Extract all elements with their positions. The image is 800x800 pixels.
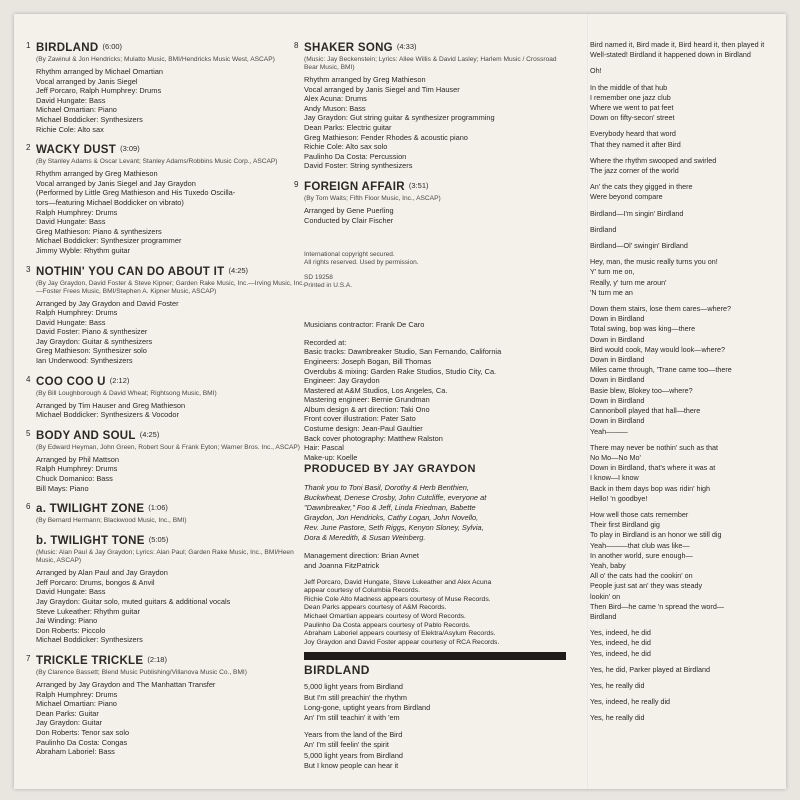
credit-line: Greg Mathieson: Synthesizer solo — [36, 346, 147, 356]
track-credits — [304, 75, 562, 171]
thanks-line: Graydon, Jon Hendricks, Cathy Logan, John Novello, — [304, 513, 479, 523]
lyric-line: People just sat an' they was steady — [590, 581, 703, 591]
credit-line: Don Roberts: Tenor sax solo — [36, 727, 130, 737]
liner-notes-page — [14, 14, 786, 789]
track-title: FOREIGN AFFAIR — [304, 180, 405, 193]
track-list-middle — [294, 38, 562, 225]
lyric-line: Down in Birdland, that's where it was at — [590, 463, 716, 473]
lyric-line: Yes, indeed, he did — [590, 628, 651, 638]
divider-bar — [304, 652, 566, 660]
track-heading — [304, 177, 562, 195]
courtesy-line: Dean Parks appears courtesy of A&M Records. — [304, 604, 447, 612]
lyric-line: 'N turn me an — [590, 287, 633, 297]
copyright-line: International copyright secured. — [304, 251, 395, 259]
lyric-line: To play in Birdland is an honor we still dig — [590, 530, 722, 540]
credit-line: Michael Boddicker: Synthesizers & Vocodor — [36, 410, 179, 420]
lyric-line: How well those cats remember — [590, 509, 689, 519]
track-heading — [36, 140, 306, 158]
lyric-line: Down in Birdland — [590, 334, 645, 344]
lyric-line: 5,000 light years from Birdland — [304, 750, 403, 760]
lyric-line: Down in Birdland — [590, 355, 645, 365]
recording-credit-line: Engineer: Jay Graydon — [304, 376, 380, 386]
lyric-line: There may never be nothin' such as that — [590, 442, 719, 452]
credit-line: Alex Acuna: Drums — [304, 94, 367, 104]
track-number: 1 — [26, 41, 31, 50]
credit-line: David Hungate: Bass — [36, 587, 106, 597]
lyric-line: Birdland—I'm singin' Birdland — [590, 208, 684, 218]
recording-credit-line: Mastered at A&M Studios, Los Angeles, Ca. — [304, 385, 448, 395]
track-duration: (4:33) — [396, 42, 417, 51]
credit-line: Paulinho Da Costa: Percussion — [304, 151, 407, 161]
track-credits — [36, 169, 306, 255]
track-number: 5 — [26, 428, 31, 438]
thanks-block — [304, 483, 562, 543]
credit-line: Vocal arranged by Janis Siegel and Jay Graydon — [36, 178, 196, 188]
copyright-line: SD 19258 — [304, 274, 333, 282]
track-duration: (2:18) — [147, 654, 167, 664]
track-entry — [26, 372, 306, 420]
track-number: 4 — [26, 374, 31, 384]
page-fold — [587, 14, 589, 789]
thanks-line: Thank you to Toni Basil, Dorothy & Herb Benthien, — [304, 483, 469, 493]
track-list-left — [26, 38, 306, 763]
credit-line: Dean Parks: Guitar — [36, 708, 99, 718]
track-publisher: (By Bill Loughborough & David Wheat; Rightsong Music, BMI) — [36, 389, 217, 397]
credit-line: Chuck Domanico: Bass — [36, 474, 113, 484]
credit-line: David Foster: String synthesizers — [304, 161, 413, 171]
track-heading — [36, 426, 306, 444]
track-heading — [36, 372, 306, 390]
credit-line: Steve Lukeather: Rhythm guitar — [36, 606, 140, 616]
track-title: NOTHIN' YOU CAN DO ABOUT IT — [36, 265, 225, 278]
lyric-line: Miles came through, 'Trane came too—there — [590, 365, 732, 375]
lyric-line: I remember one jazz club — [590, 92, 671, 102]
credit-line: Arranged by Jay Graydon and The Manhattan Transfer — [36, 679, 216, 689]
track-publisher: (By Stanley Adams & Oscar Levant; Stanley Adams/Robbins Music Corp., ASCAP) — [36, 158, 278, 166]
label-courtesy-block — [304, 579, 562, 648]
track-publisher: (By Zawinul & Jon Hendricks; Mulatto Music, BMI/Hendricks Music West, ASCAP) — [36, 56, 275, 63]
track-duration: (4:25) — [139, 429, 160, 439]
credit-line: Jay Graydon: Guitar solo, muted guitars & additional vocals — [36, 597, 231, 606]
lyric-line: Their first Birdland gig — [590, 520, 660, 530]
track-entry — [26, 499, 306, 525]
credit-line: David Foster: Piano & synthesizer — [36, 327, 148, 337]
track-heading — [304, 38, 562, 56]
lyric-line: 5,000 light years from Birdland — [304, 682, 403, 692]
track-credits — [36, 299, 306, 366]
track-heading — [36, 38, 306, 56]
track-duration: (1:06) — [148, 503, 168, 513]
lyric-line: But I'm still preachin' the rhythm — [304, 692, 407, 702]
recording-credit-line: Costume design: Jean-Paul Gaultier — [304, 424, 423, 434]
track-heading — [36, 262, 306, 280]
credit-line: Arranged by Phil Mattson — [36, 454, 119, 464]
credit-line: (Performed by Little Greg Mathieson and His Tuxedo Oscilla- — [36, 188, 236, 198]
lyric-line: Yes, he did, Parker played at Birdland — [590, 664, 710, 674]
credit-line: David Hungate: Bass — [36, 95, 106, 105]
credit-line: Vocal arranged by Janis Siegel and Tim Hauser — [304, 84, 460, 94]
lyric-line: Down in Birdland — [590, 395, 645, 405]
credit-line: Michael Omartian: Piano — [36, 105, 117, 115]
track-credits — [36, 680, 306, 757]
credits-middle — [294, 38, 562, 771]
credit-line: Rhythm arranged by Greg Mathieson — [304, 75, 426, 84]
credit-line: Michael Boddicker: Synthesizer programmer — [36, 236, 182, 246]
credit-line: Michael Boddicker: Synthesizers — [36, 635, 143, 645]
copyright-line: Printed in U.S.A. — [304, 282, 353, 290]
lyric-line: Down in Birdland — [590, 314, 645, 324]
lyric-line: Yeah———that club was like— — [590, 540, 690, 550]
recording-credit-line: Hair: Pascal — [304, 443, 344, 453]
courtesy-line: appear courtesy of Columbia Records. — [304, 587, 420, 595]
credit-line: Vocal arranged by Janis Siegel — [36, 76, 138, 86]
lyric-line: Then Bird—he came 'n spread the word— — [590, 601, 725, 611]
lyric-line: Yes, he really did — [590, 713, 645, 723]
line-gap — [304, 267, 562, 274]
lyric-line: I know—I know — [590, 473, 639, 483]
track-publisher: (By Edward Heyman, John Green, Robert Sour & Frank Eyton; Warner Bros. Inc., ASCAP) — [36, 443, 300, 451]
track-duration: (4:25) — [228, 265, 249, 275]
lyric-line: In the middle of that hub — [590, 82, 668, 92]
lyric-line: Cannonboll played that hall—there — [590, 406, 701, 416]
credit-line: Jay Graydon: Guitar & synthesizers — [36, 336, 153, 346]
credit-line: Rhythm arranged by Michael Omartian — [36, 67, 163, 76]
track-title: COO COO U — [36, 375, 106, 388]
track-credits — [36, 401, 306, 420]
courtesy-line: Paulinho Da Costa appears courtesy of Pablo Records. — [304, 621, 471, 629]
track-publisher: (By Clarence Bassett; Blend Music Publishing/Villanova Music Co., BMI) — [36, 668, 247, 676]
lyric-line: Down on fifty-secon' street — [590, 113, 675, 123]
credit-line: Ralph Humphrey: Drums — [36, 308, 118, 318]
credit-line: Jay Graydon: Guitar — [36, 718, 103, 728]
recording-credit-line: Album design & art direction: Taki Ono — [304, 404, 430, 414]
lyric-line: Hey, man, the music really turns you on! — [590, 257, 718, 267]
track-title: TRICKLE TRICKLE — [36, 654, 144, 667]
copyright-line: All rights reserved. Used by permission. — [304, 259, 419, 267]
credit-line: Ralph Humphrey: Drums — [36, 207, 118, 217]
track-entry — [26, 262, 306, 366]
lyric-line: Down in Birdland — [590, 416, 645, 426]
courtesy-line: Abraham Laboriel appears courtesy of Elektra/Asylum Records. — [304, 630, 496, 638]
lyric-line: Yes, indeed, he did — [590, 648, 651, 658]
track-duration: (3:09) — [120, 144, 140, 154]
courtesy-line: Richie Cole Alto Madness appears courtesy of Muse Records. — [304, 595, 491, 603]
thanks-line: "Dawnbreaker," Foo & Jeff, Linda Friedman, Babette — [304, 503, 476, 513]
credit-line: Richie Cole: Alto sax — [36, 124, 104, 134]
lyric-line: Birdland — [590, 224, 617, 234]
lyric-line: The jazz corner of the world — [590, 166, 679, 176]
credit-line: Ralph Humphrey: Drums — [36, 464, 118, 474]
track-number: 2 — [26, 143, 31, 153]
credit-line: Ralph Humphrey: Drums — [36, 689, 118, 699]
courtesy-line: Jeff Porcaro, David Hungate, Steve Lukeather and Alex Acuna — [304, 578, 492, 586]
lyric-line: An' I'm still teachin' it with 'em — [304, 712, 400, 722]
lyric-line: Bird would cook, May would look—where? — [590, 344, 726, 354]
credit-line: Andy Muson: Bass — [304, 103, 366, 113]
lyric-line: Basie blew, Blokey too—where? — [590, 385, 693, 395]
credit-line: Dean Parks: Electric guitar — [304, 122, 392, 132]
lyric-line: Bird named it, Bird made it, Bird heard it, then played it — [590, 40, 765, 49]
management-line: Management direction: Brian Avnet — [304, 551, 419, 561]
track-duration: (3:51) — [408, 180, 429, 190]
lyric-line: Yes, indeed, he really did — [590, 697, 671, 707]
track-title: BIRDLAND — [36, 42, 99, 54]
lyric-line: An' I'm still feelin' the spirit — [304, 740, 389, 750]
copyright-block — [304, 251, 562, 290]
track-title: BODY AND SOUL — [36, 429, 136, 442]
credit-line: Bill Mays: Piano — [36, 483, 89, 493]
line-gap — [304, 723, 562, 730]
track-entry — [36, 531, 306, 645]
credit-line: tors—featuring Michael Boddicker on vibrato) — [36, 197, 184, 207]
track-credits — [36, 455, 306, 493]
track-number: 7 — [26, 653, 31, 663]
track-title: SHAKER SONG — [304, 42, 393, 54]
lyric-line: Really, y' turn me aroun' — [590, 277, 667, 287]
credit-line: Greg Mathieson: Piano & synthesizers — [36, 226, 162, 236]
recording-credit-line: Basic tracks: Dawnbreaker Studio, San Fernando, California — [304, 347, 502, 357]
track-entry — [26, 426, 306, 493]
track-publisher: (Music: Alan Paul & Jay Graydon; Lyrics: Alan Paul; Garden Rake Music, Inc., BMI/Heen Music, ASCAP) — [36, 549, 294, 565]
lyric-line: Long-gone, uptight years from Birdland — [304, 702, 431, 712]
credit-line: Richie Cole: Alto sax solo — [304, 142, 388, 152]
track-entry — [26, 651, 306, 757]
credit-line: Jeff Porcaro: Drums, bongos & Anvil — [36, 577, 155, 587]
lyric-line: Birdland—Ol' swingin' Birdland — [590, 241, 688, 251]
credit-line: Michael Omartian: Piano — [36, 699, 117, 709]
musicians-contractor: Musicians contractor: Frank De Caro — [304, 320, 425, 330]
recording-credit-line: Overdubs & mixing: Garden Rake Studios, Studio City, Ca. — [304, 366, 497, 376]
lyric-line: No Mo—No Mo' — [590, 452, 641, 462]
lyric-line: Down in Birdland — [590, 375, 645, 385]
track-title: b. TWILIGHT TONE — [36, 535, 145, 548]
credit-line: Arranged by Jay Graydon and David Foster — [36, 298, 179, 308]
lyrics-right — [590, 40, 786, 724]
lyric-line: Yes, indeed, he did — [590, 638, 651, 648]
thanks-line: Buckwheat, Denese Crosby, John Cutcliffe, everyone at — [304, 493, 487, 503]
credit-line: David Hungate: Bass — [36, 317, 106, 327]
management-line: and Joanna FitzPatrick — [304, 561, 380, 571]
track-title: a. TWILIGHT ZONE — [36, 503, 145, 516]
track-number: 3 — [26, 264, 31, 274]
track-credits — [304, 206, 562, 225]
lyric-line: Total swing, bop was king—there — [590, 324, 696, 334]
track-publisher: (By Bernard Hermann; Blackwood Music, Inc., BMI) — [36, 517, 187, 525]
credit-line: Ian Underwood: Synthesizers — [36, 356, 133, 366]
courtesy-line: Joy Graydon and David Foster appear courtesy of RCA Records. — [304, 638, 500, 646]
recording-credit-line: Front cover illustration: Pater Sato — [304, 414, 416, 424]
lyric-line: That they named it after Bird — [590, 139, 681, 149]
track-entry — [26, 140, 306, 255]
credit-line: Don Roberts: Piccolo — [36, 625, 106, 635]
thanks-line: Rev. June Pastore, Seth Riggs, Kenyon Sloney, Sylvia, — [304, 523, 484, 533]
credit-line: Paulinho Da Costa: Congas — [36, 737, 128, 747]
track-duration: (5:05) — [148, 535, 169, 545]
recording-credit-line: Recorded at: — [304, 337, 347, 347]
thanks-line: Dora & Meredith, & Susan Weinberg. — [304, 533, 426, 543]
credit-line: Arranged by Alan Paul and Jay Graydon — [36, 568, 168, 578]
track-heading — [36, 651, 306, 669]
lyric-line: In another world, sure enough— — [590, 550, 693, 560]
credit-line: Jeff Porcaro, Ralph Humphrey: Drums — [36, 86, 162, 96]
recording-credit-line: Back cover photography: Matthew Ralston — [304, 433, 443, 443]
lyric-line: Birdland — [590, 611, 617, 621]
track-duration: (2:12) — [109, 375, 130, 385]
recording-credit-line: Engineers: Joseph Bogan, Bill Thomas — [304, 356, 432, 366]
lyric-line: Hello! 'n goodbye! — [590, 493, 648, 503]
recording-credits — [304, 338, 562, 463]
track-heading — [36, 499, 306, 517]
lyric-line: But I know people can hear it — [304, 760, 399, 770]
credit-line: Conducted by Clair Fischer — [304, 215, 394, 225]
credit-line: Jay Graydon: Gut string guitar & synthesizer programming — [304, 113, 495, 123]
track-title: WACKY DUST — [36, 144, 117, 157]
credit-line: Abraham Laboriel: Bass — [36, 747, 115, 757]
lyric-line: Back in them days bop was ridin' high — [590, 483, 711, 493]
lyric-line: Where we went to pat feet — [590, 103, 674, 113]
management-block — [304, 551, 562, 570]
produced-by: PRODUCED BY JAY GRAYDON — [304, 463, 476, 476]
lyric-line: Where the rhythm swooped and swirled — [590, 155, 717, 165]
birdland-lyrics-title: BIRDLAND — [304, 663, 370, 678]
credit-line: Greg Mathieson: Fender Rhodes & acoustic piano — [304, 132, 468, 142]
lyric-line: Were beyond compare — [590, 192, 663, 202]
lyric-line: Years from the land of the Bird — [304, 730, 403, 740]
lyric-line: Everybody heard that word — [590, 129, 676, 139]
lyric-line: Well-stated! Birdland it happened down in Birdland — [590, 50, 751, 60]
lyric-line: Down them stairs, lose them cares—where? — [590, 304, 732, 314]
credit-line: Michael Boddicker: Synthesizers — [36, 114, 143, 124]
credit-line: Arranged by Gene Puerling — [304, 205, 394, 215]
lyric-line: Y' turn me on, — [590, 267, 635, 277]
lyric-line: Yeah, baby — [590, 560, 626, 570]
lyric-line: Yes, he really did — [590, 680, 645, 690]
lyric-line: All o' the cats had the cookin' on — [590, 571, 693, 581]
credit-line: David Hungate: Bass — [36, 217, 106, 227]
track-publisher: (By Tom Waits; Fifth Floor Music, Inc., ASCAP) — [304, 194, 441, 202]
recording-credit-line: Mastering engineer: Bernie Grundman — [304, 395, 430, 405]
birdland-lyrics — [304, 682, 562, 771]
track-entry — [294, 177, 562, 225]
track-heading — [36, 531, 306, 549]
track-number: 9 — [294, 179, 299, 189]
track-duration: (6:00) — [102, 42, 123, 51]
credit-line: Rhythm arranged by Greg Mathieson — [36, 169, 158, 179]
recording-credit-line: Make-up: Koelle — [304, 452, 358, 462]
track-credits — [36, 67, 306, 134]
lyric-line: lookin' on — [590, 591, 621, 601]
track-entry — [294, 38, 562, 171]
credit-line: Jai Winding: Piano — [36, 616, 98, 626]
lyric-line: Oh! — [590, 66, 602, 76]
lyric-line: Yeah——— — [590, 426, 628, 436]
track-number: 6 — [26, 502, 31, 512]
track-credits — [36, 568, 306, 645]
credit-line: Arranged by Tim Hauser and Greg Mathieson — [36, 400, 186, 410]
track-publisher: (By Jay Graydon, David Foster & Steve Kipner; Garden Rake Music, Inc.—Irving Music, Inc.—Foster Frees Music, BMI/Stephen A. Kipner Music, ASCAP) — [36, 279, 305, 295]
lyric-line: An' the cats they gigged in there — [590, 182, 693, 192]
courtesy-line: Michael Omartian appears courtesy of Word Records. — [304, 613, 466, 620]
track-number: 8 — [294, 41, 299, 50]
track-entry — [26, 38, 306, 134]
credit-line: Jimmy Wyble: Rhythm guitar — [36, 245, 130, 255]
track-publisher: (Music: Jay Beckenstein; Lyrics: Allee Willis & David Lasley; Harlem Music / Crossroad Bear Music, BMI) — [304, 56, 557, 71]
